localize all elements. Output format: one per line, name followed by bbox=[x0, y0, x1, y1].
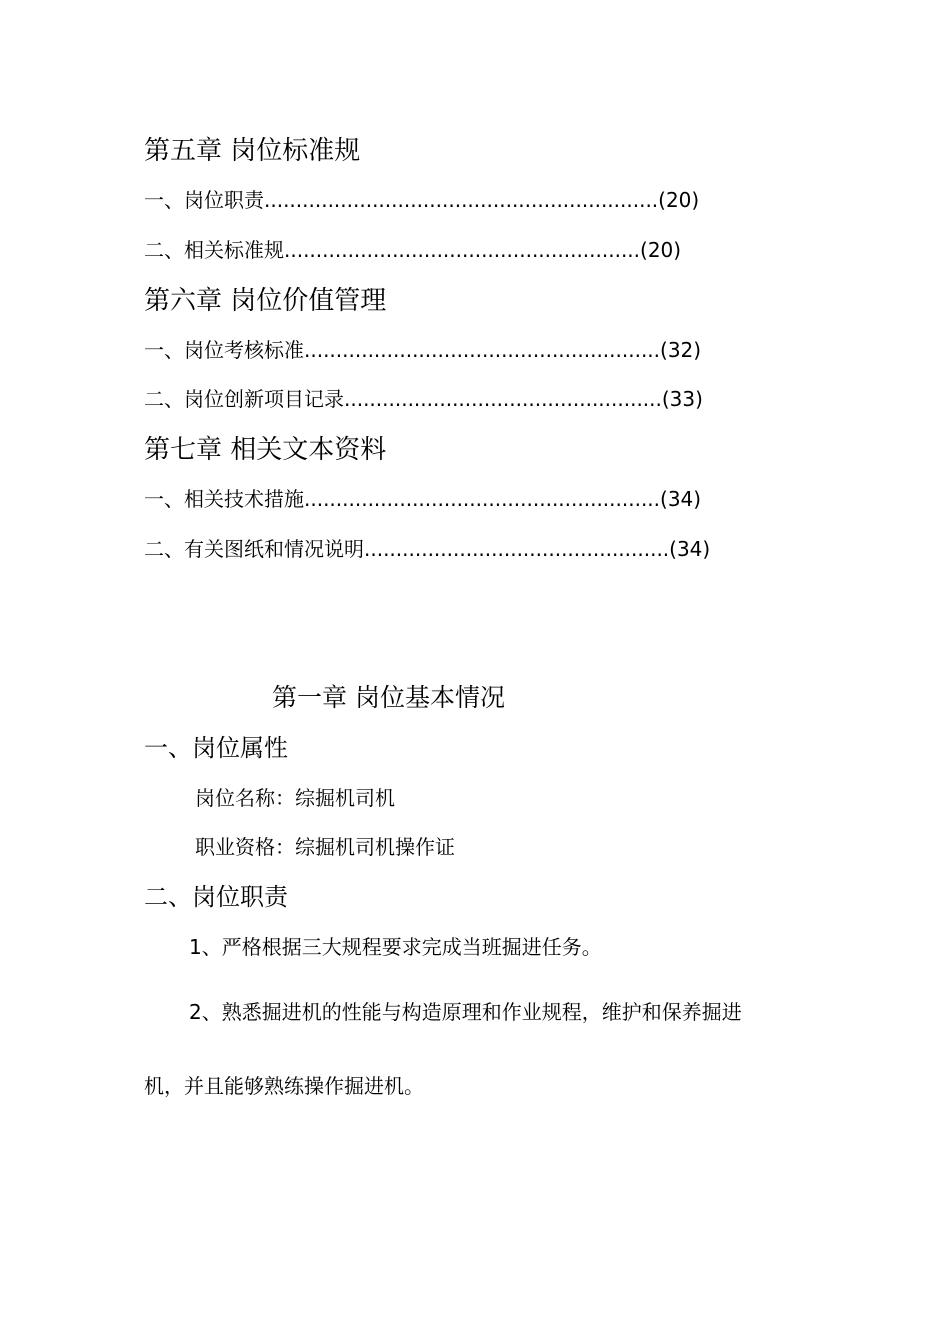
attribute-line: 职业资格：综掘机司机操作证 bbox=[195, 835, 455, 859]
paragraph-line: 2、熟悉掘进机的性能与构造原理和作业规程，维护和保养掘进 bbox=[189, 1000, 742, 1024]
toc-chapter-heading: 第七章 相关文本资料 bbox=[144, 435, 387, 465]
toc-chapter-heading: 第六章 岗位价值管理 bbox=[144, 286, 387, 316]
section-heading: 一、岗位属性 bbox=[144, 734, 288, 762]
toc-entry: 一、岗位考核标准........................................................(32) bbox=[144, 338, 702, 362]
toc-entry: 二、岗位创新项目记录..................................................(33) bbox=[144, 387, 703, 411]
toc-chapter-heading: 第五章 岗位标准规 bbox=[144, 136, 361, 166]
toc-entry: 二、相关标准规........................................................(20) bbox=[144, 238, 682, 262]
paragraph-line: 机，并且能够熟练操作掘进机。 bbox=[144, 1074, 424, 1098]
toc-entry: 二、有关图纸和情况说明................................................(34) bbox=[144, 537, 711, 561]
attribute-line: 岗位名称：综掘机司机 bbox=[195, 786, 395, 810]
section-heading: 二、岗位职责 bbox=[144, 883, 288, 911]
paragraph-line: 1、严格根据三大规程要求完成当班掘进任务。 bbox=[189, 935, 602, 959]
toc-entry: 一、岗位职责..............................................................(20) bbox=[144, 188, 700, 212]
toc-entry: 一、相关技术措施........................................................(34) bbox=[144, 487, 702, 511]
chapter-title: 第一章 岗位基本情况 bbox=[272, 683, 505, 712]
